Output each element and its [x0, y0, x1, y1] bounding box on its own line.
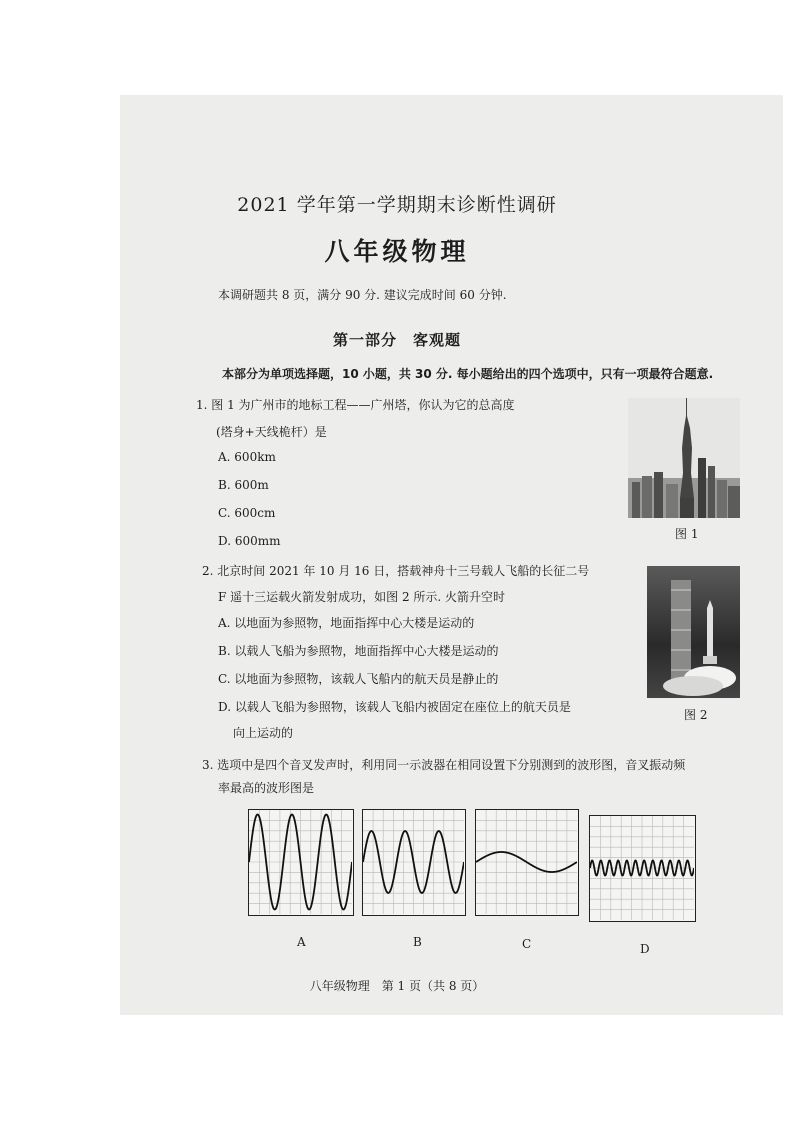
oscilloscope-b	[362, 809, 466, 916]
section-heading: 第一部分 客观题	[332, 331, 461, 349]
q2-option-c: C. 以地面为参照物，该载人飞船内的航天员是静止的	[218, 672, 499, 686]
q2-stem-line1: 2. 北京时间 2021 年 10 月 16 日，搭载神舟十三号载人飞船的长征二号	[202, 564, 590, 578]
waveform-d-label: D	[640, 942, 650, 956]
figure1-caption: 图 1	[675, 527, 699, 541]
page-footer: 八年级物理 第 1 页（共 8 页）	[309, 979, 485, 993]
q3-stem-line2: 率最高的波形图是	[218, 781, 315, 795]
q2-option-b: B. 以载人飞船为参照物，地面指挥中心大楼是运动的	[218, 644, 499, 658]
q2-option-d-continued: 向上运动的	[233, 726, 294, 740]
canton-tower-photo	[628, 398, 740, 518]
waveform-c-plot	[476, 810, 577, 914]
waveform-b-label: B	[413, 935, 422, 949]
rocket-launch-photo	[647, 566, 740, 698]
q1-stem-line1: 1. 图 1 为广州市的地标工程——广州塔，你认为它的总高度	[196, 398, 515, 412]
q1-option-c: C. 600cm	[218, 506, 276, 520]
waveform-a-label: A	[297, 935, 306, 949]
q1-stem-line2: (塔身+天线桅杆）是	[216, 425, 327, 439]
oscilloscope-a	[248, 809, 354, 916]
exam-intro: 本调研题共 8 页，满分 90 分. 建议完成时间 60 分钟.	[218, 288, 507, 302]
exam-title: 2021 学年第一学期期末诊断性调研	[237, 194, 557, 216]
q2-option-d: D. 以载人飞船为参照物，该载人飞船内被固定在座位上的航天员是	[218, 700, 571, 714]
q2-option-a: A. 以地面为参照物，地面指挥中心大楼是运动的	[218, 616, 475, 630]
q2-stem-line2: F 遥十三运载火箭发射成功，如图 2 所示. 火箭升空时	[218, 590, 506, 604]
q1-option-a: A. 600km	[218, 450, 276, 464]
q1-option-b: B. 600m	[218, 478, 269, 492]
waveform-c-label: C	[522, 937, 532, 951]
waveform-b-plot	[363, 810, 464, 914]
subject-heading: 八年级物理	[324, 237, 470, 266]
waveform-d-plot	[590, 816, 694, 920]
waveform-a-plot	[249, 810, 352, 914]
oscilloscope-c	[475, 809, 579, 916]
oscilloscope-d	[589, 815, 696, 922]
q3-stem-line1: 3. 选项中是四个音叉发声时，利用同一示波器在相同设置下分别测到的波形图，音叉振动频	[202, 758, 686, 772]
q1-option-d: D. 600mm	[218, 534, 281, 548]
section-instructions: 本部分为单项选择题，10 小题，共 30 分. 每小题给出的四个选项中，只有一项最符合题意.	[222, 367, 714, 381]
figure2-caption: 图 2	[684, 708, 708, 722]
